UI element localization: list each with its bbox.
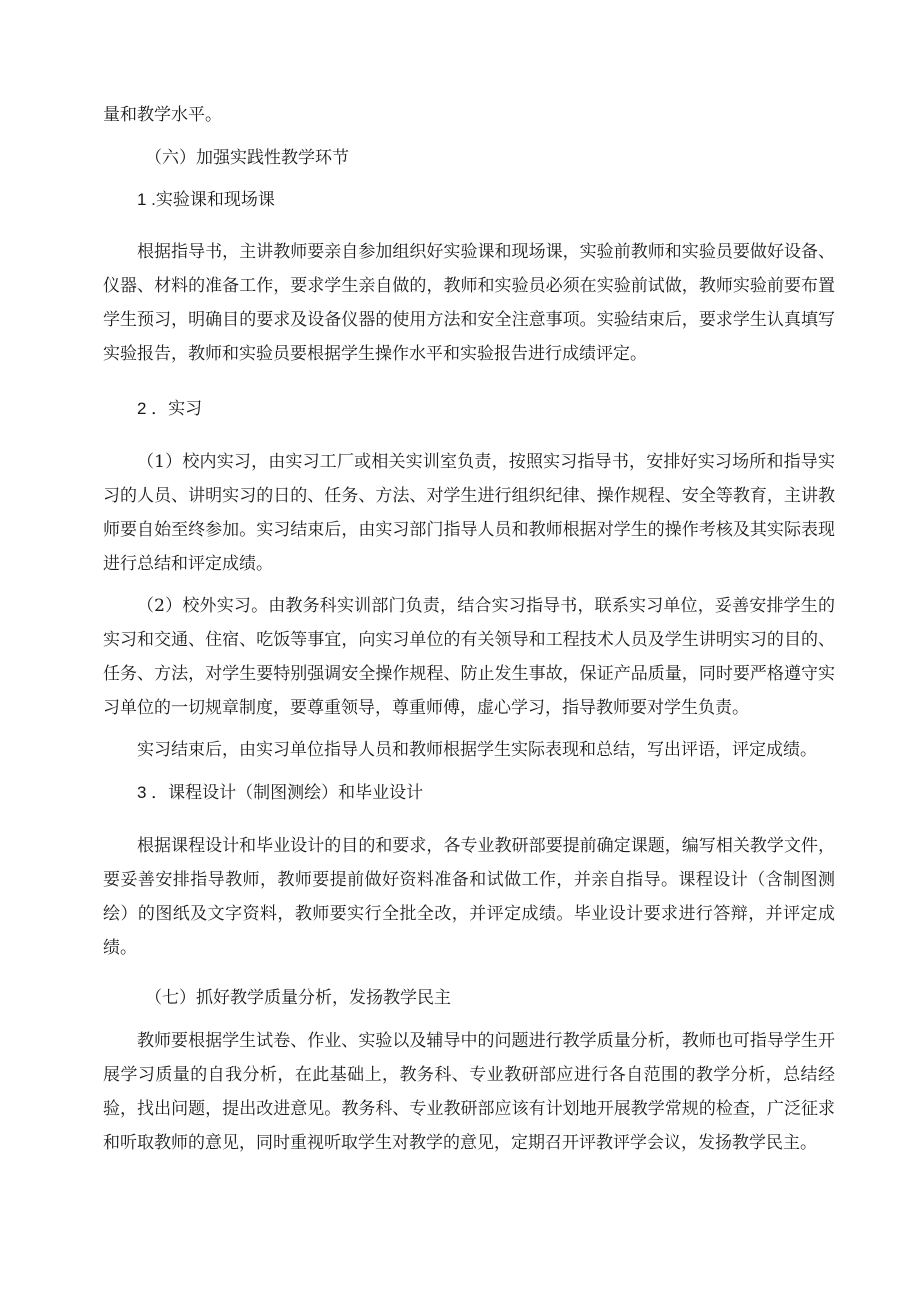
section-heading-7: （七）抓好教学质量分析，发扬教学民主: [145, 988, 451, 1008]
paragraph-quality-analysis: 教师要根据学生试卷、作业、实验以及辅导中的问题进行教学质量分析，教师也可指导学生开展学习质量的自我分析，在此基础上，教务科、专业教研部应进行各自范围的教学分析，总结经验，找出问题，提出改进意见。教务科、专业教研部应该有计划地开展教学常规的检查，广泛征求和听取教师的意见，同时重视听取学生对教学的意见，定期召开评教评学会议，发扬教学民主。: [103, 1031, 835, 1153]
paragraph-course-design: 根据课程设计和毕业设计的目的和要求，各专业教研部要提前确定课题，编写相关教学文件，要妥善安排指导教师，教师要提前做好资料准备和试做工作，并亲自指导。课程设计（含制图测绘）的图纸及文字资料，教师要实行全批全改，并评定成绩。毕业设计要求进行答辩，并评定成绩。: [103, 836, 835, 958]
paragraph-internship-assessment: 实习结束后，由实习单位指导人员和教师根据学生实际表现和总结，写出评语，评定成绩。: [137, 740, 817, 760]
paragraph-internship-off-campus: （2）校外实习。由教务科实训部门负责，结合实习指导书，联系实习单位，妥善安排学生的实习和交通、住宿、吃饭等事宜，向实习单位的有关领导和工程技术人员及学生讲明实习的目的、任务、方法，对学生要特别强调安全操作规程、防止发生事故，保证产品质量，同时要严格遵守实习单位的一切规章制度，要尊重领导，尊重师傅，虚心学习，指导教师要对学生负责。: [103, 596, 835, 718]
subheading-course-design: 3 ．课程设计（制图测绘）和毕业设计: [137, 783, 424, 802]
section-heading-6: （六）加强实践性教学环节: [145, 148, 349, 168]
paragraph-internship-on-campus: （1）校内实习，由实习工厂或相关实训室负责，按照实习指导书，安排好实习场所和指导实习的人员、讲明实习的日的、任务、方法、对学生进行组织纪律、操作规程、安全等教育，主讲教师要自始至终参加。实习结束后，由实习部门指导人员和教师根据对学生的操作考核及其实际表现进行总结和评定成绩。: [103, 452, 835, 574]
text-line-continuation: 量和教学水平。: [103, 105, 222, 125]
paragraph-lab-course: 根据指导书，主讲教师要亲自参加组织好实验课和现场课，实验前教师和实验员要做好设备、仪器、材料的准备工作，要求学生亲自做的，教师和实验员必须在实验前试做，教师实验前要布置学生预习，明确目的要求及设备仪器的使用方法和安全注意事项。实验结束后，要求学生认真填写实验报告，教师和实验员要根据学生操作水平和实验报告进行成绩评定。: [103, 242, 835, 364]
subheading-lab-course: 1 .实验课和现场课: [137, 190, 275, 209]
subheading-internship: 2 ．实习: [137, 399, 203, 418]
